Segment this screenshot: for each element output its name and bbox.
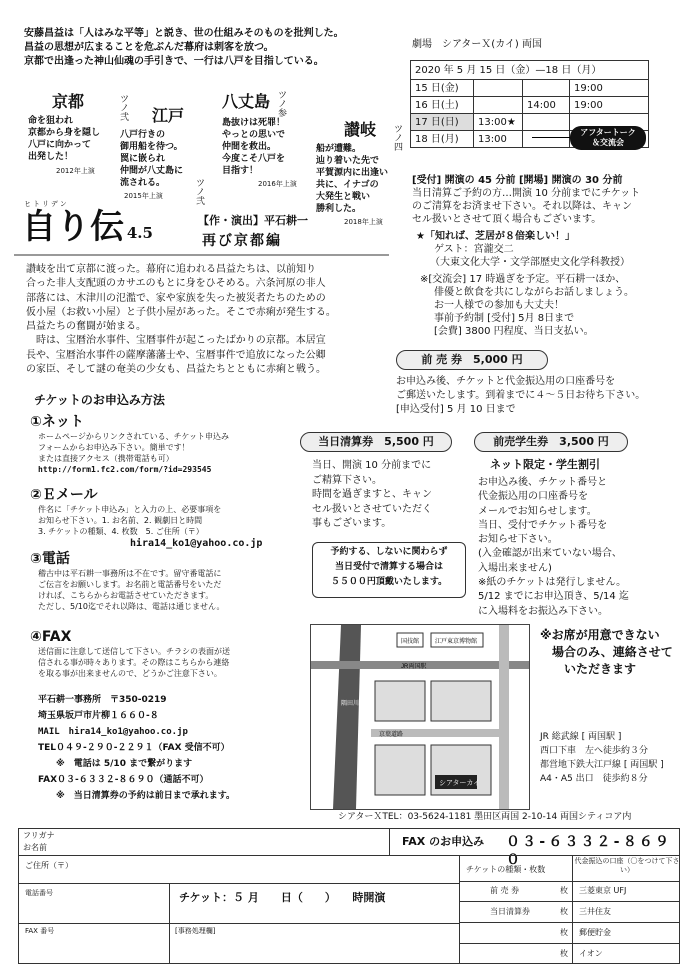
series-line: 罠に嵌られ: [120, 153, 166, 164]
intro-line: 昌益の思想が広まることを危ぶんだ幕府は刺客を放つ。: [24, 42, 274, 53]
series-line: 辿り着いた先で: [316, 155, 380, 166]
block: [375, 681, 425, 721]
form-name-field[interactable]: [79, 831, 389, 855]
synopsis-line: 部落には、木津川の氾濫で、家や家族を失った被災者たちのための: [26, 292, 326, 304]
kiyosumi-road: [499, 625, 509, 809]
schedule-header: 2020 年 5 月 15 日（金）—18 日（月）: [411, 61, 649, 80]
series-place: 讃岐: [344, 120, 377, 139]
series-kyoto: [28, 92, 130, 176]
schedule-row: 17 日(日) 13:00★: [411, 114, 649, 131]
map-label: 京葉道路: [379, 732, 404, 738]
howto-email: ②Ｅメール 件名に「チケット申込み」と入力の上、必要事項を お知らせ下さい。1. お名前、2. 観劇日と時間 3. チケットの種類、4. 枚数 5. ご住所（〒） hira14_ko1@yahoo.co.jp: [30, 487, 263, 550]
form-fax-field[interactable]: [59, 925, 165, 959]
howto-fax-head: ④FAX: [30, 629, 72, 645]
theater-marker-label: シアターカイ: [439, 780, 481, 787]
form-bank-option[interactable]: イオン: [572, 944, 680, 964]
aftertalk-badge: アフタートーク ＆交流会: [570, 126, 646, 150]
form-phone-field[interactable]: [59, 887, 165, 919]
form-bank-option[interactable]: 三菱東京 UFJ: [572, 881, 680, 901]
synopsis-line: 讃岐を出て京都に渡った。幕府に追われる昌益たちは、以前知り: [26, 264, 316, 275]
intro-line: 京都で出逢った神山仙魂の手引きで、一行は八戸を目指している。: [24, 56, 324, 67]
series-line: 出発した！: [28, 151, 74, 162]
fax-number: ０３-６３３２-８６９０: [506, 834, 671, 869]
form-ticket-date-line[interactable]: チケット：５ 月 日（ ） 時開演: [179, 891, 386, 904]
order-form: [18, 828, 680, 964]
series-line: 仲間を救出。: [222, 141, 277, 152]
office-info: 平石耕一事務所 〒350-0219 埼玉県坂戸市片柳１６６０-８ MAIL hira14_ko1@yahoo.co.jp TEL０４９-２９０-２２９１（FAX 受信不可） ※ 電話は 5/10 まで繋がります FAX０３-６３３２-８６９０（通話不可） ※ 当日清算券の予約は前日まで承れます。: [38, 695, 236, 801]
fax-label: FAX のお申込み: [402, 835, 485, 848]
series-line: 八戸行きの: [120, 129, 166, 140]
series-line: 命を狙われ: [28, 115, 74, 126]
access-map: [310, 624, 530, 810]
series-line: 船が遭難。: [316, 143, 362, 154]
howto-title: チケットのお申込み方法: [34, 393, 165, 407]
reception: [受付] 開演の 45 分前 [開場] 開演の 30 分前 当日清算ご予約の方…開演 10 分前までにチケット のご清算をお済ませ下さい。それ以降は、キャン セル扱いとさせて頂く場合もございます。: [412, 175, 641, 225]
email-address-link[interactable]: hira14_ko1@yahoo.co.jp: [130, 538, 263, 550]
schedule-row: 15 日(金) 19:00: [411, 80, 649, 97]
howto-phone: ③電話 稽古中は平石耕一事務所は不在です。留守番電話に ご伝言をお願いします。お名前と電話番号をいただ ければ、こちらからお電話させていただきます。 ただし、5/10迄でそれ以降は、電話は通じません。: [30, 551, 225, 612]
form-ticket-kind-header: チケットの種類・枚数: [466, 865, 546, 874]
series-volume: ツノ 四: [394, 125, 404, 153]
series-line: 共に、イナゴの: [316, 179, 379, 190]
map-label: JR両国駅: [401, 664, 427, 670]
advance-ticket-text: お申込み後、チケットと代金振込用の口座番号を ご郵送いたします。到着までに４～５日お待ち下さい。 [申込受付] 5 月 10 日まで: [396, 376, 646, 415]
form-phone-label: 電話番号: [25, 889, 53, 897]
series-line: 八戸に向かって: [28, 139, 92, 150]
form-fax-label: FAX 番号: [25, 927, 55, 935]
form-payment-header: 代金振込の口座（〇をつけて下さい）: [572, 855, 681, 883]
title-ruby: ヒトリデン: [24, 200, 69, 208]
block: [375, 745, 425, 795]
howto-phone-head: ③電話: [30, 551, 70, 567]
synopsis-line: 昌益たちの奮闘が始まる。: [26, 321, 146, 333]
series-line: 大発生と戦い: [316, 191, 371, 202]
series-year: 2018年上演: [344, 217, 383, 226]
block: [431, 681, 491, 721]
series-line: 今度こそ八戸を: [222, 153, 286, 164]
series-year: 2015年上演: [124, 191, 163, 200]
synopsis-line: 時は、宝暦治水事件、宝暦事件が起こったばかりの京都。本居宣: [26, 335, 326, 347]
series-line: 平賀源内に出逢い: [316, 167, 389, 178]
form-url-link[interactable]: http://form1.fc2.com/form/?id=293545: [38, 465, 212, 475]
howto-net-head: ①ネット: [30, 414, 84, 430]
form-bank-option[interactable]: 郵便貯金: [572, 923, 680, 943]
seating-note: ※お席が用意できない 場合のみ、連絡させて いただきます: [540, 628, 673, 676]
form-ticket-row: 枚 イオン: [460, 944, 680, 964]
sameday-note: 予約する、しないに関わらず 当日受付で清算する場合は ５５００円頂戴いたします。: [312, 542, 466, 598]
series-line: 流される。: [120, 177, 166, 188]
title-main: 自り伝: [22, 207, 124, 248]
student-ticket-text: お申込み後、チケット番号と 代金振込用の口座番号を メールでお知らせします。 当日、受付でチケット番号を お知らせ下さい。 (入金確認が出来ていない場合、 入場出来ません) ※紙のチケットは発行しません。 5/12 までにお申込頂き、5/14 迄 に入場料をお振込み下さい。: [478, 477, 629, 617]
howto-fax: ④FAX 送信面に注意して送信して下さい。チラシの表面が送 信される事が時々あります。その際はこちらから連絡 を取る事が出来ませんので、どうかご注意下さい。: [30, 629, 230, 679]
map-label: 隅田川: [341, 701, 360, 707]
form-ticket-row: 枚 郵便貯金: [460, 923, 680, 944]
form-quantity-field[interactable]: [530, 925, 554, 941]
synopsis-line: の家臣、そして謎の奄美の少女も、昌益たちとともに赤痢と戦う。: [26, 364, 326, 376]
series-line: 島抜けは死罪！: [222, 117, 286, 128]
aftertalk-arrow: [532, 137, 572, 138]
howto-email-head: ②Ｅメール: [30, 487, 98, 503]
intro: [24, 27, 344, 69]
map-label: 国技館: [401, 639, 420, 645]
form-ticket-row: 前 売 券 枚 三菱東京 UFJ: [460, 881, 680, 902]
synopsis: [26, 263, 336, 377]
form-address-label: ご住所（〒）: [25, 861, 73, 870]
student-ticket-head: ネット限定・学生割引: [490, 458, 600, 471]
series-place: 江戸: [152, 106, 185, 125]
form-quantity-field[interactable]: [530, 904, 554, 920]
form-furigana-label: フリガナ: [23, 831, 55, 840]
form-name-label: お名前: [23, 843, 47, 852]
series-line: 仲間が八丈島に: [120, 165, 184, 176]
access-info: JR 総武線 [ 両国駅 ] 西口下車 左へ徒歩約３分 都営地下鉄大江戸線 [ 両国駅 ] A4・A5 出口 徒歩約８分: [540, 732, 664, 784]
series-line: やっとの思いで: [222, 129, 286, 140]
theater-address: シアターＸTEL：03-5624-1181 墨田区両国 2-10-14 両国シティコア内: [338, 812, 632, 822]
title-credit: 【作・演出】平石耕一: [198, 214, 308, 227]
sameday-ticket-label: 当日清算券 5,500 円: [300, 432, 452, 452]
form-quantity-field[interactable]: [530, 883, 554, 899]
theater-name: 劇場 シアターＸ(カイ) 両国: [412, 39, 542, 50]
student-ticket-label: 前売学生券 3,500 円: [474, 432, 628, 452]
series-volume: ツノ 参: [278, 91, 288, 119]
series-place: 京都: [52, 92, 85, 111]
series-volume: ツノ 弐: [120, 95, 130, 123]
form-address-field[interactable]: [99, 859, 459, 881]
form-office-use-label: [事務処理欄]: [175, 927, 216, 935]
schedule-row: 18 日(月) 13:00: [411, 131, 649, 148]
series-year: 2016年上演: [258, 179, 297, 188]
river: [333, 625, 361, 809]
series-place: 八丈島: [222, 92, 271, 111]
series-hachijojima: [222, 92, 317, 189]
synopsis-line: 長や、宝暦治水事件の薩摩藩藩士や、宝暦事件で追放になった公卿: [26, 349, 326, 361]
title-subtitle: 再び京都編: [202, 233, 282, 249]
intro-line: 安藤昌益は「人はみな平等」と説き、世の仕組みそのものを批判した。: [24, 28, 344, 39]
title-number: 4.5: [126, 224, 153, 243]
form-ticket-row: 当日清算券 枚 三井住友: [460, 902, 680, 923]
series-line: 御用船を待つ。: [120, 141, 183, 152]
series-edo: [120, 106, 210, 207]
title-block: [22, 200, 392, 249]
map-drawing: [311, 625, 529, 809]
howto-net: ①ネット ホームページからリンクされている、チケット申込み フォームからお申込み下さい。簡単です！ または直接アクセス（携帯電話も可） http://form1.fc2.com/form/?id=293545: [30, 414, 229, 475]
series-volume: ツノ 弐: [196, 179, 206, 207]
series-line: 目指す！: [222, 165, 259, 176]
series-line: 京都から身を隠し: [28, 127, 101, 138]
title-underline: [14, 254, 389, 256]
sameday-ticket-text: 当日、開演 10 分前までに ご精算下さい。 時間を過ぎますと、キャン セル扱いとさせていただく 事もございます。: [312, 460, 432, 529]
form-bank-option[interactable]: 三井住友: [572, 902, 680, 922]
form-ticket-table: [460, 881, 680, 964]
guest: ★「知れば、芝居が８倍楽しい！」 ゲスト：宮瀧交二 （大東文化大学・文学部歴史文化学科教授）: [416, 231, 630, 268]
synopsis-line: 仮小屋（お救い小屋）と子供小屋があった。そこで赤痢が発生する。: [26, 306, 336, 318]
map-label: 江戸東京博物館: [435, 639, 478, 645]
series-year: 2012年上演: [56, 166, 95, 175]
schedule-row: 16 日(土) 14:00 19:00: [411, 97, 649, 114]
advance-ticket-label: 前 売 券 5,000 円: [396, 350, 548, 370]
form-quantity-field[interactable]: [530, 946, 554, 962]
synopsis-line: 合った非人支配頭のカサエのもとに身をひそめる。六条河原の非人: [26, 278, 326, 290]
series-line: 勝利した。: [316, 203, 362, 214]
koryu: ※[交流会] 17 時過ぎを予定。平石耕一ほか、 俳優と飲食を共にしながらお話しましょう。 お一人様での参加も大丈夫！ 事前予約制 [受付] 5月 8日まで [会費] 3800 円程度、当日支払い。: [420, 274, 634, 337]
